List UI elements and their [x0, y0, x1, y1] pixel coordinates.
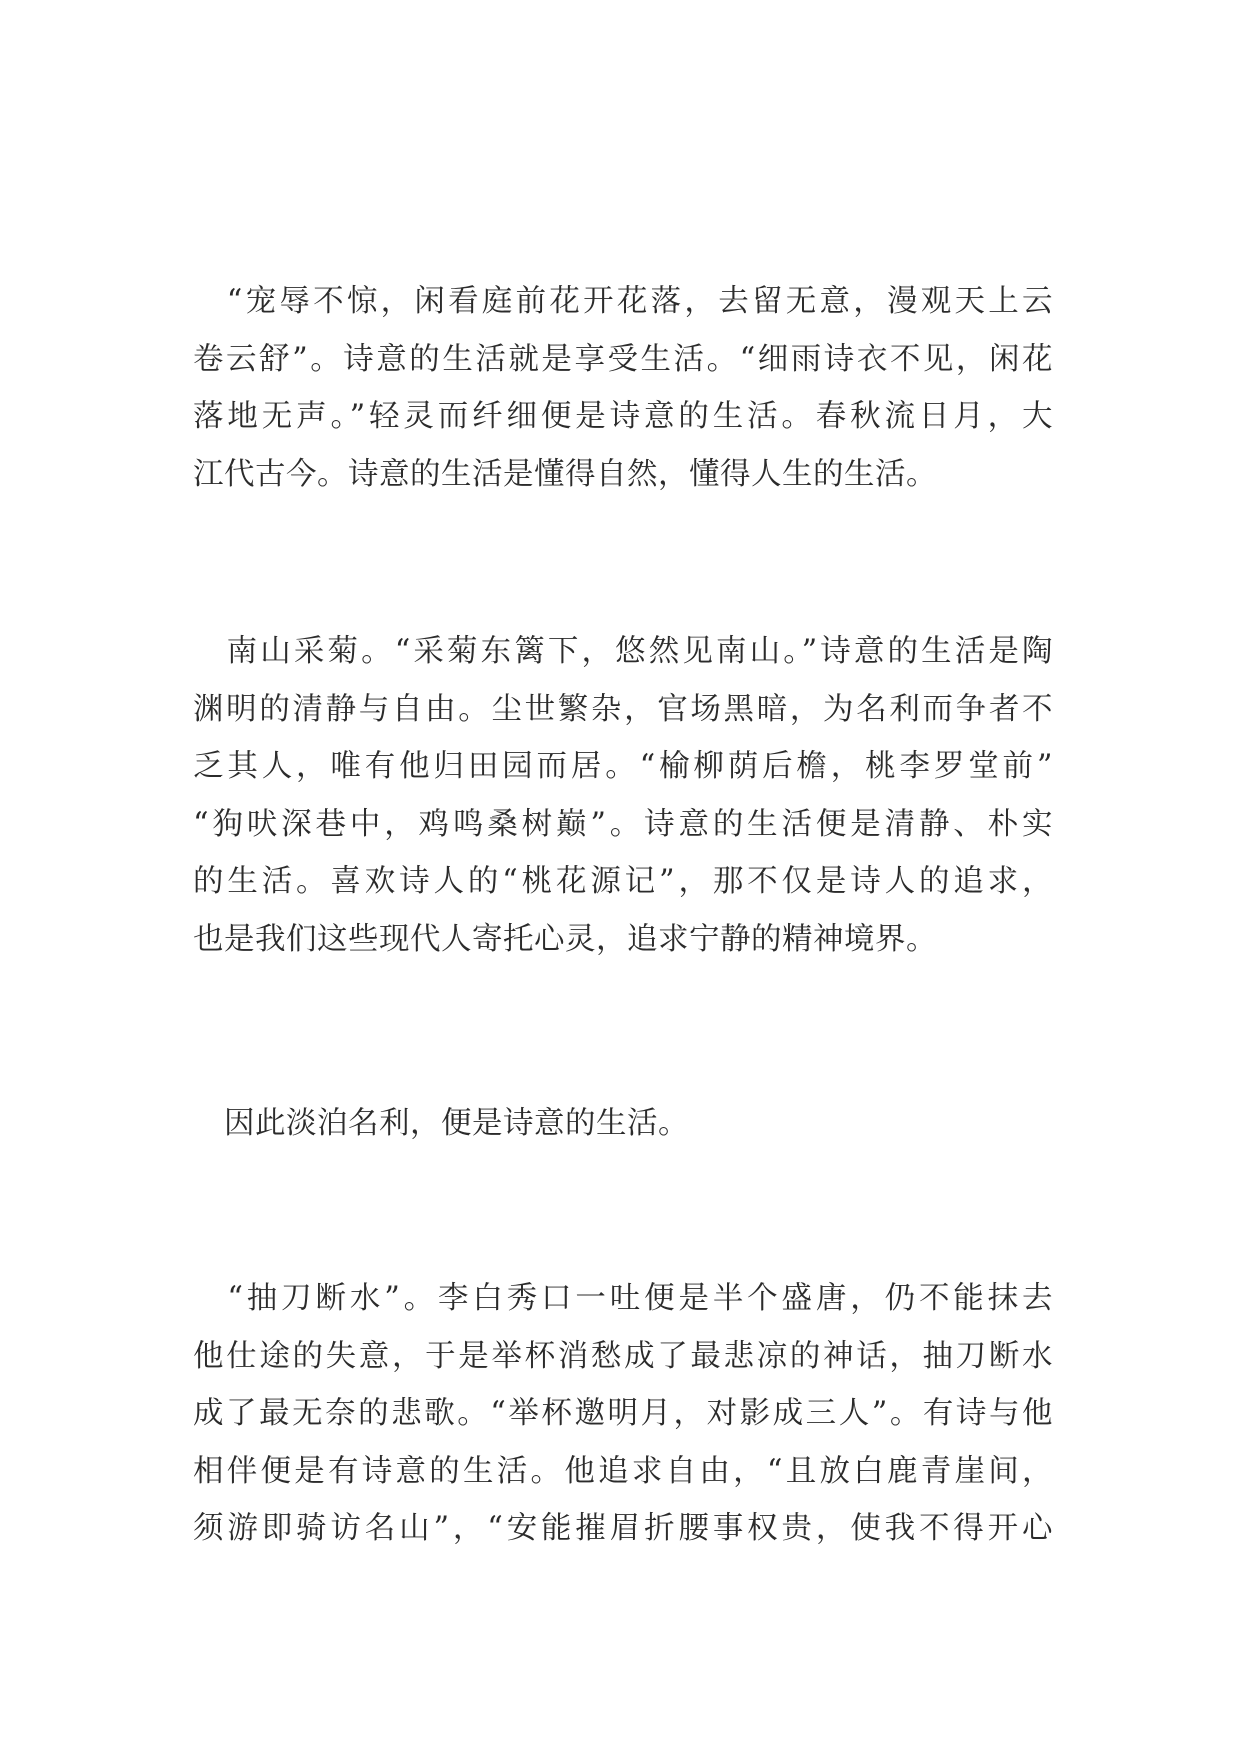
- text-line: 渊明的清静与自由。尘世繁杂，官场黑暗，为名利而争者不: [193, 691, 1053, 727]
- text-line: 成了最无奈的悲歌。“举杯邀明月，对影成三人”。有诗与他: [193, 1396, 1053, 1432]
- paragraph-4: [193, 1270, 1053, 1558]
- text-line: 卷云舒”。诗意的生活就是享受生活。“细雨诗衣不见，闲花: [193, 341, 1053, 377]
- text-line: 南山采菊。“采菊东篱下，悠然见南山。”诗意的生活是陶: [193, 634, 1053, 669]
- text-line: “宠辱不惊，闲看庭前花开花落，去留无意，漫观天上云: [193, 284, 1053, 319]
- paragraph-1: [193, 273, 1053, 503]
- text-line: 因此淡泊名利，便是诗意的生活。: [193, 1106, 689, 1141]
- text-line: 落地无声。”轻灵而纤细便是诗意的生活。春秋流日月，大: [193, 399, 1053, 435]
- text-line: 相伴便是有诗意的生活。他追求自由，“且放白鹿青崖间，: [193, 1453, 1053, 1489]
- paragraph-3: [193, 1095, 1053, 1153]
- text-line: 他仕途的失意，于是举杯消愁成了最悲凉的神话，抽刀断水: [193, 1338, 1053, 1374]
- text-line: “狗吠深巷中，鸡鸣桑树巅”。诗意的生活便是清静、朴实: [193, 806, 1053, 842]
- text-line: 也是我们这些现代人寄托心灵，追求宁静的精神境界。: [193, 921, 937, 957]
- text-line: 须游即骑访名山”，“安能摧眉折腰事权贵，使我不得开心: [193, 1511, 1053, 1547]
- text-line: 的生活。喜欢诗人的“桃花源记”，那不仅是诗人的追求，: [193, 864, 1053, 900]
- paragraph-2: [193, 623, 1053, 969]
- text-line: “抽刀断水”。李白秀口一吐便是半个盛唐，仍不能抹去: [193, 1281, 1053, 1316]
- text-line: 江代古今。诗意的生活是懂得自然，懂得人生的生活。: [193, 456, 937, 492]
- text-line: 乏其人，唯有他归田园而居。“榆柳荫后檐，桃李罗堂前”: [193, 749, 1053, 785]
